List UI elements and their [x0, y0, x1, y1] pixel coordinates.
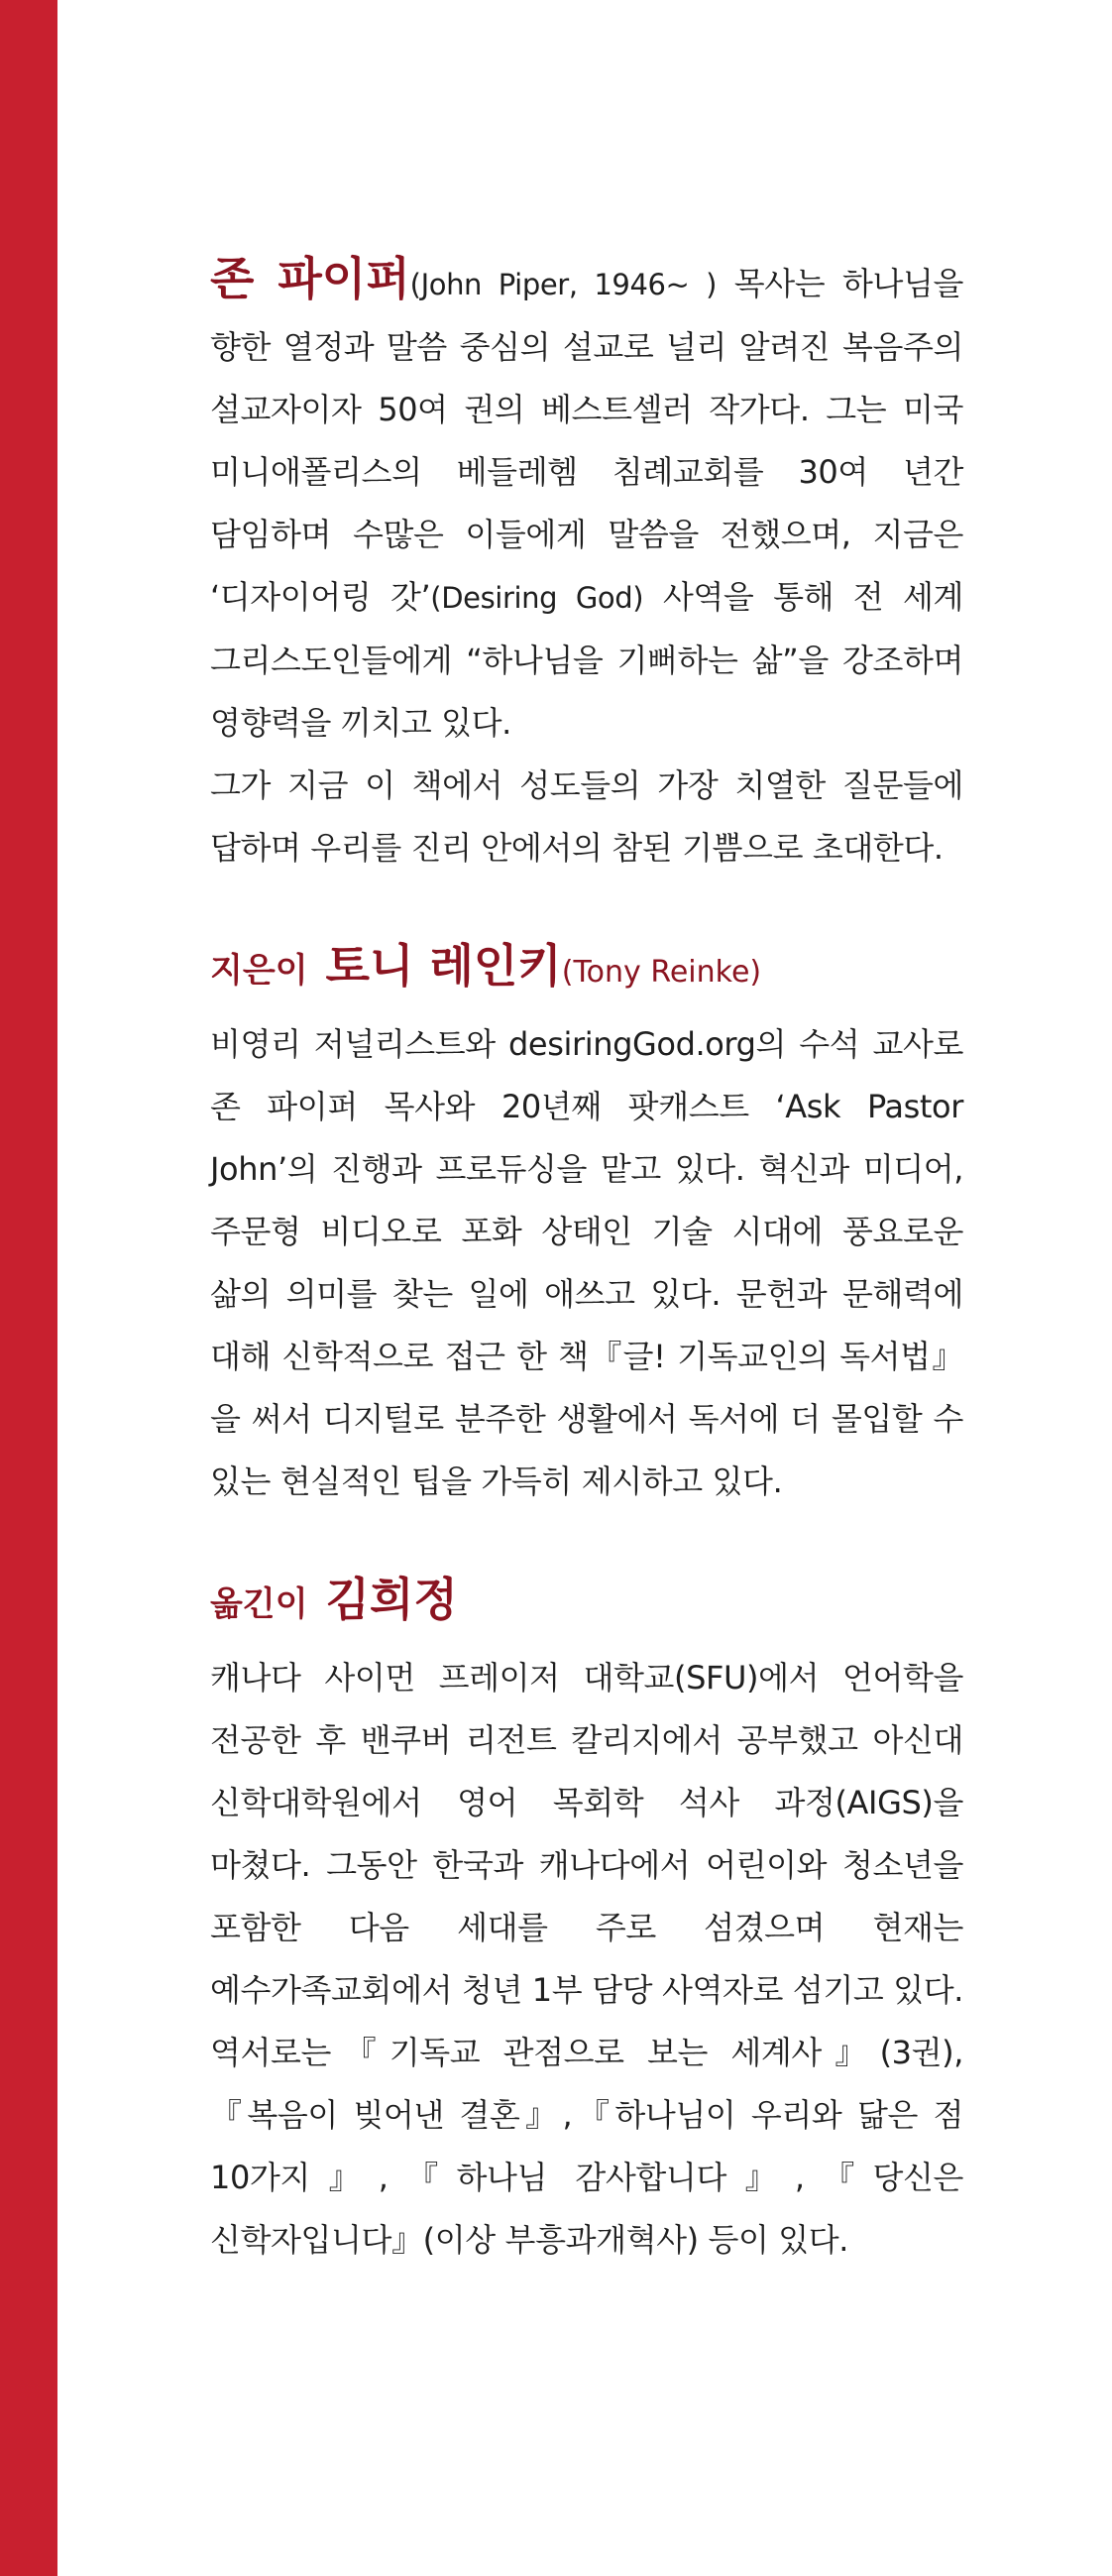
author-name-latin: (John Piper, 1946~ )	[409, 268, 718, 301]
coauthor-name-latin: (Tony Reinke)	[561, 955, 762, 990]
coauthor-role: 지은이	[210, 951, 308, 991]
author-bio-text: 목사는 하나님을 향한 열정과 말씀 중심의 설교로 널리 알려진 복음주의 설교자이자 50여 권의 베스트셀러 작가다. 그는 미국 미니애폴리스의 베들레헴 침례교회를 30여 년간 담임하며 수많은 이들에게 말씀을 전했으며, 지금은 ‘디자이어링 갓’	[210, 265, 963, 616]
author-bio-text-2: 사역을 통해 전 세계 그리스도인들에게 “하나님을 기뻐하는 삶”을 강조하며 영향력을 끼치고 있다.	[210, 578, 963, 742]
coauthor-bio: 비영리 저널리스트와 desiringGod.org의 수석 교사로 존 파이퍼 목사와 20년째 팟캐스트 ‘Ask Pastor John’의 진행과 프로듀싱을 맡고 있다. 혁신과 미디어, 주문형 비디오로 포화 상태인 기술 시대에 풍요로운 삶의 의미를 찾는 일에 애쓰고 있다. 문헌과 문해력에 대해 신학적으로 접근 한 책『글! 기독교인의 독서법』을 써서 디지털로 분주한 생활에서 독서에 더 몰입할 수 있는 현실적인 팁을 가득히 제시하고 있다.	[210, 1025, 963, 1500]
translator-section	[210, 1563, 963, 2272]
translator-bio: 캐나다 사이먼 프레이저 대학교(SFU)에서 언어학을 전공한 후 밴쿠버 리전트 칼리지에서 공부했고 아신대 신학대학원에서 영어 목회학 석사 과정(AIGS)을 마쳤다. 그동안 한국과 캐나다에서 어린이와 청소년을 포함한 다음 세대를 주로 섬겼으며 현재는 예수가족교회에서 청년 1부 담당 사역자로 섬기고 있다. 역서로는『기독교 관점으로 보는 세계사』(3권),『복음이 빚어낸 결혼』,『하나님이 우리와 닮은 점 10가지』,『하나님 감사합니다』,『당신은 신학자입니다』(이상 부흥과개혁사) 등이 있다.	[210, 1659, 963, 2259]
section-spacer	[210, 879, 963, 929]
left-accent-stripe	[0, 0, 57, 2576]
author-bio-second: 그가 지금 이 책에서 성도들의 가장 치열한 질문들에 답하며 우리를 진리 안에서의 참된 기쁨으로 초대한다.	[210, 766, 963, 867]
coauthor-name: 토니 레인키	[325, 939, 562, 993]
coauthor-heading	[210, 929, 963, 1013]
translator-role: 옮긴이	[210, 1584, 308, 1624]
author-name: 존 파이퍼	[210, 252, 410, 305]
section-spacer	[210, 1513, 963, 1563]
author-bio	[210, 248, 963, 755]
coauthor-section	[210, 929, 963, 1513]
translator-name: 김희정	[325, 1573, 458, 1626]
author-section	[210, 248, 963, 879]
translator-heading	[210, 1563, 963, 1647]
author-ministry-latin: (Desiring God)	[430, 581, 644, 615]
author-profile-content	[210, 248, 963, 2272]
